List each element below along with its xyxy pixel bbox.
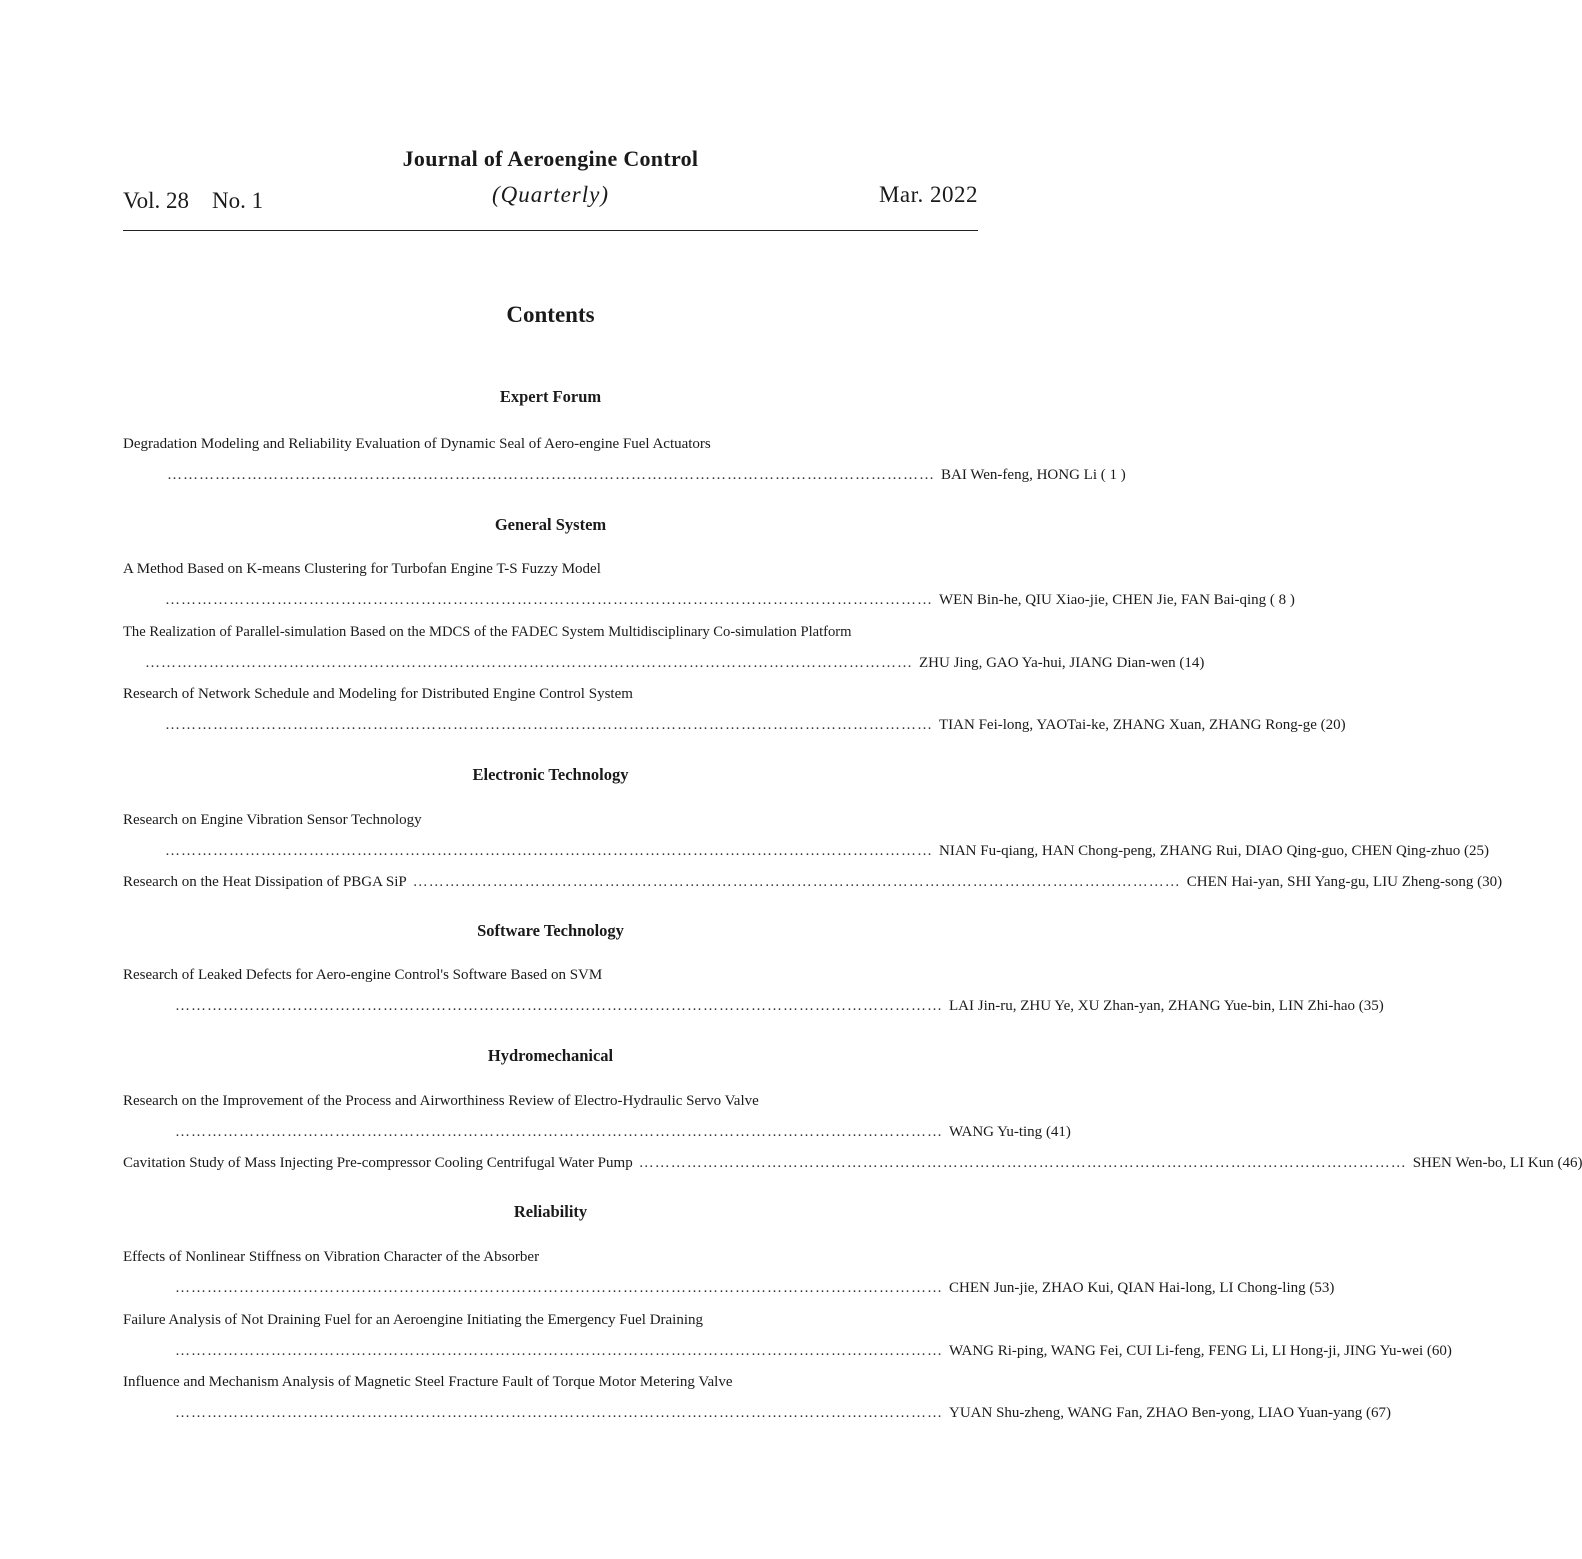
leader-dots: ……………………………………………………………………………………………………………………………… bbox=[165, 592, 933, 608]
article-title[interactable]: Failure Analysis of Not Draining Fuel for an Aeroengine Initiating the Emergency Fuel Draining bbox=[123, 1312, 704, 1328]
article-page: (20) bbox=[1320, 717, 1346, 733]
contents-heading: Contents bbox=[506, 302, 595, 327]
article-authors: CHEN Jun-jie, ZHAO Kui, QIAN Hai-long, LI Chong-ling bbox=[949, 1280, 1306, 1296]
section-heading-general-system: General System bbox=[494, 515, 607, 534]
article-page: (46) bbox=[1557, 1155, 1582, 1171]
article-title[interactable]: Research on the Improvement of the Process and Airworthiness Review of Electro-Hydraulic Servo Valve bbox=[123, 1093, 759, 1109]
leader-dots: ……………………………………………………………………………………………………………………………… bbox=[175, 1405, 943, 1421]
article-byline bbox=[169, 1124, 1071, 1146]
article-title[interactable]: Degradation Modeling and Reliability Evaluation of Dynamic Seal of Aero-engine Fuel Actuators bbox=[123, 436, 711, 452]
section-heading-hydromechanical: Hydromechanical bbox=[487, 1046, 614, 1065]
article-page: (67) bbox=[1366, 1405, 1392, 1421]
article-page: (41) bbox=[1045, 1124, 1071, 1140]
frequency: (Quarterly) bbox=[491, 182, 610, 207]
article-title: Cavitation Study of Mass Injecting Pre-compressor Cooling Centrifugal Water Pump bbox=[123, 1155, 633, 1171]
article-byline bbox=[169, 1343, 1452, 1365]
header-rule bbox=[123, 230, 978, 231]
leader-dots: ……………………………………………………………………………………………………………………………… bbox=[638, 1155, 1407, 1171]
article-authors: ZHU Jing, GAO Ya-hui, JIANG Dian-wen bbox=[919, 655, 1176, 671]
article-title[interactable]: A Method Based on K-means Clustering for Turbofan Engine T-S Fuzzy Model bbox=[123, 561, 601, 577]
article-title[interactable]: Effects of Nonlinear Stiffness on Vibration Character of the Absorber bbox=[123, 1249, 540, 1265]
article-byline bbox=[159, 592, 1295, 614]
article-byline bbox=[169, 1280, 1335, 1302]
article-title[interactable]: Research of Leaked Defects for Aero-engine Control's Software Based on SVM bbox=[123, 967, 603, 983]
article-title[interactable]: Influence and Mechanism Analysis of Magnetic Steel Fracture Fault of Torque Motor Metering Valve bbox=[123, 1374, 733, 1390]
article-page: ( 1 ) bbox=[1100, 467, 1126, 483]
article-page: ( 8 ) bbox=[1269, 592, 1295, 608]
section-heading-expert-forum: Expert Forum bbox=[499, 387, 602, 406]
article-byline bbox=[159, 717, 1346, 739]
leader-dots: ……………………………………………………………………………………………………………………………… bbox=[145, 655, 913, 671]
article-authors: BAI Wen-feng, HONG Li bbox=[941, 467, 1097, 483]
article-title[interactable]: The Realization of Parallel-simulation Based on the MDCS of the FADEC System Multidisciplinary Co-simulation Platform bbox=[123, 624, 852, 640]
article-page: (53) bbox=[1309, 1280, 1335, 1296]
leader-dots: ……………………………………………………………………………………………………………………………… bbox=[175, 1124, 943, 1140]
article-authors: WEN Bin-he, QIU Xiao-jie, CHEN Jie, FAN Bai-qing bbox=[939, 592, 1267, 608]
leader-dots: ……………………………………………………………………………………………………………………………… bbox=[412, 874, 1181, 890]
article-line[interactable] bbox=[123, 1155, 1582, 1177]
volume-issue: Vol. 28 No. 1 bbox=[123, 188, 264, 213]
issue-date: Mar. 2022 bbox=[878, 182, 978, 207]
section-heading-reliability: Reliability bbox=[513, 1202, 588, 1221]
section-heading-software-technology: Software Technology bbox=[477, 921, 624, 940]
article-authors: TIAN Fei-long, YAOTai-ke, ZHANG Xuan, ZHANG Rong-ge bbox=[939, 717, 1317, 733]
article-page: (60) bbox=[1426, 1343, 1452, 1359]
article-authors: WANG Yu-ting bbox=[949, 1124, 1043, 1140]
article-line[interactable] bbox=[123, 874, 1503, 896]
article-authors: SHEN Wen-bo, LI Kun bbox=[1412, 1155, 1554, 1171]
leader-dots: ……………………………………………………………………………………………………………………………… bbox=[167, 467, 935, 483]
article-title[interactable]: Research of Network Schedule and Modeling for Distributed Engine Control System bbox=[123, 686, 633, 702]
journal-title: Journal of Aeroengine Control bbox=[402, 146, 699, 171]
article-page: (30) bbox=[1477, 874, 1503, 890]
article-authors: YUAN Shu-zheng, WANG Fan, ZHAO Ben-yong, LIAO Yuan-yang bbox=[949, 1405, 1363, 1421]
article-authors: WANG Ri-ping, WANG Fei, CUI Li-feng, FENG Li, LI Hong-ji, JING Yu-wei bbox=[949, 1343, 1424, 1359]
leader-dots: ……………………………………………………………………………………………………………………………… bbox=[175, 998, 943, 1014]
article-title: Research on the Heat Dissipation of PBGA SiP bbox=[123, 874, 407, 890]
article-page: (35) bbox=[1358, 998, 1384, 1014]
article-authors: LAI Jin-ru, ZHU Ye, XU Zhan-yan, ZHANG Yue-bin, LIN Zhi-hao bbox=[949, 998, 1356, 1014]
leader-dots: ……………………………………………………………………………………………………………………………… bbox=[165, 717, 933, 733]
article-byline bbox=[161, 467, 1126, 489]
article-byline bbox=[139, 655, 1205, 677]
article-byline bbox=[159, 843, 1489, 865]
article-page: (14) bbox=[1179, 655, 1205, 671]
leader-dots: ……………………………………………………………………………………………………………………………… bbox=[165, 843, 933, 859]
article-byline bbox=[169, 1405, 1392, 1427]
leader-dots: ……………………………………………………………………………………………………………………………… bbox=[175, 1343, 943, 1359]
article-authors: NIAN Fu-qiang, HAN Chong-peng, ZHANG Rui, DIAO Qing-guo, CHEN Qing-zhuo bbox=[939, 843, 1461, 859]
section-heading-electronic-technology: Electronic Technology bbox=[472, 765, 629, 784]
article-authors: CHEN Hai-yan, SHI Yang-gu, LIU Zheng-song bbox=[1186, 874, 1474, 890]
leader-dots: ……………………………………………………………………………………………………………………………… bbox=[175, 1280, 943, 1296]
article-byline bbox=[169, 998, 1384, 1020]
masthead bbox=[123, 182, 978, 214]
article-title[interactable]: Research on Engine Vibration Sensor Technology bbox=[123, 812, 422, 828]
article-page: (25) bbox=[1463, 843, 1489, 859]
